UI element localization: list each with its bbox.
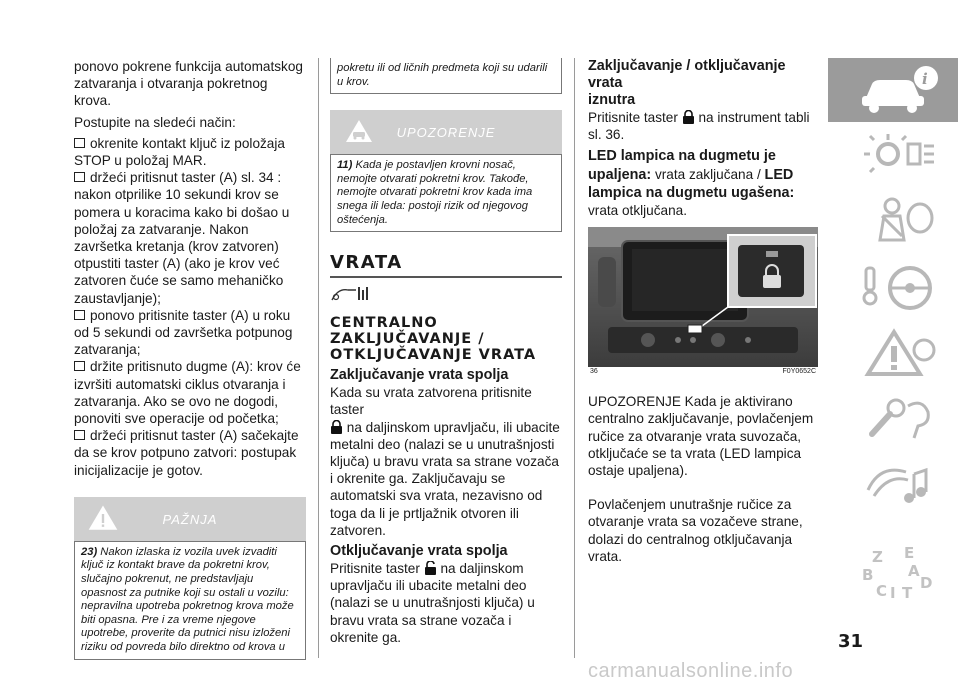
bullet-box-icon bbox=[74, 172, 85, 182]
door-key-icon bbox=[330, 284, 370, 304]
sidebar-tab-emergency[interactable] bbox=[828, 322, 958, 386]
paragraph: UPOZORENJE Kada je aktivirano centralno zaključavanje, povlačenjem ručice za otvaranje vrata suvozača, otključaće se ta vrata (LED lampica ostaje upaljena). bbox=[588, 394, 814, 479]
section-rule bbox=[330, 276, 562, 278]
caution-number: 11) bbox=[337, 159, 353, 172]
sidebar-tab-maintenance[interactable] bbox=[828, 388, 958, 452]
bullet-box-icon bbox=[74, 310, 85, 320]
safety-airbag-icon bbox=[858, 196, 944, 248]
bullet-box-icon bbox=[74, 138, 85, 148]
warning-header bbox=[74, 497, 306, 541]
column-3 bbox=[588, 58, 818, 565]
paragraph-heading: Zaključavanje / otključavanje vrata iznutra bbox=[588, 58, 786, 108]
column-1 bbox=[74, 58, 306, 660]
index-letter: D bbox=[920, 574, 933, 592]
svg-text:i: i bbox=[922, 70, 928, 88]
figure-code: F0Y0652C bbox=[782, 368, 816, 376]
index-letter: I bbox=[890, 584, 896, 602]
bullet-box-icon bbox=[74, 430, 85, 440]
index-letters-icon bbox=[858, 544, 944, 604]
lock-open-icon bbox=[424, 561, 437, 575]
caution-title: UPOZORENJE bbox=[396, 125, 496, 141]
figure-number: 36 bbox=[590, 368, 598, 376]
caution-body bbox=[330, 154, 562, 232]
paragraph-heading: Zaključavanje vrata spolja bbox=[330, 367, 509, 384]
bullet-item: ponovo pritisnite taster (A) u roku od 5 sekundi od završetka potpunog zatvaranja; bbox=[74, 307, 293, 358]
index-letter: C bbox=[876, 582, 888, 600]
paragraph: Kada su vrata zatvorena pritisnite taster na daljinskom upravljaču, ili ubacite metalni deo (nalazi se u unutrašnjosti ključa) u bravu vrata sa strane vozača i okrenite ga. Zaključavaju se automatski sva vrata, nezavisno od toga da li je prtljažnik otvoren ili zatvoren. bbox=[330, 385, 560, 538]
warning-text: Nakon izlaska iz vozila uvek izvaditi ključ iz kontakt brave da pokretni krov, slučajno pokrenut, ne predstavljaju opasnost za putnike koji su ostali u vozilu: nepravilna upotreba pokretnog krova može biti opasna. Pre i za vreme njegove upotrebe, proverite da putnici nisu izloženi riziku od povreda bilo direktno od krova u bbox=[81, 545, 294, 654]
dashboard-photo bbox=[588, 227, 818, 367]
dashboard-lights-icon bbox=[858, 130, 944, 182]
maintenance-icon bbox=[858, 394, 944, 446]
figure-36 bbox=[588, 227, 818, 379]
watermark: carmanualsonline.info bbox=[588, 660, 794, 682]
paragraph: LED lampica na dugmetu je upaljena: vrata zaključana / LED lampica na dugmetu ugašena: vrata otključana. bbox=[588, 148, 795, 219]
lock-closed-icon bbox=[330, 420, 343, 434]
warning-body-continued: pokretu ili od ličnih predmeta koji su udarili u krov. bbox=[330, 58, 562, 94]
sidebar-tab-index[interactable] bbox=[828, 546, 958, 610]
index-letter: T bbox=[902, 584, 913, 602]
index-letter: A bbox=[908, 562, 920, 580]
paragraph: ponovo pokrene funkcija automatskog zatvaranja i otvaranja pokretnog krova. bbox=[74, 59, 303, 109]
starting-driving-icon bbox=[858, 262, 944, 314]
bullet-item: držite pritisnuto dugme (A): krov će izvršiti automatski ciklus otvaranja i zatvaranja. Ako se ovo ne dogodi, ponoviti sve operacije od početka; bbox=[74, 359, 301, 427]
paragraph-heading: Otključavanje vrata spolja bbox=[330, 542, 508, 559]
sidebar-tab-dashboard[interactable] bbox=[828, 124, 958, 188]
warning-triangle-icon bbox=[858, 328, 944, 380]
lock-closed-icon bbox=[682, 110, 695, 124]
column-divider bbox=[318, 58, 319, 658]
subsection-title-line: CENTRALNO bbox=[330, 315, 438, 332]
warning-number: 23) bbox=[81, 545, 98, 558]
sidebar-tab-multimedia[interactable] bbox=[828, 454, 958, 518]
warning-body bbox=[74, 541, 306, 660]
sidebar-tab-safety[interactable] bbox=[828, 190, 958, 254]
index-letter: E bbox=[904, 544, 915, 562]
subsection-title-line: ZAKLJUČAVANJE / bbox=[330, 331, 485, 348]
bullet-item: okrenite kontakt ključ iz položaja STOP u položaj MAR. bbox=[74, 135, 285, 169]
sidebar-tab-car-info[interactable] bbox=[828, 58, 958, 122]
bullet-box-icon bbox=[74, 361, 85, 371]
index-letter: Z bbox=[872, 548, 883, 566]
bullet-item: držeći pritisnut taster (A) sl. 34 : nakon otprilike 10 sekundi krov se pomera u koracima kako bi došao u položaj za zatvaranje. Nakon završetka kretanja (krov zatvoren) otpustiti taster (A) (ako je krov već zatvoren čuće se samo mehaničko zaustavljanje); bbox=[74, 170, 290, 306]
multimedia-icon bbox=[858, 460, 944, 512]
paragraph: Postupite na sledeći način: bbox=[74, 114, 236, 130]
car-info-icon bbox=[858, 64, 944, 116]
paragraph: Pritisnite taster na daljinskom upravljaču ili ubacite metalni deo (nalazi se u unutrašnjosti ključa) u bravu vrata sa strane vozača i okrenite ga. bbox=[330, 560, 535, 645]
paragraph: Povlačenjem unutrašnje ručice za otvaranje vrata sa vozačeve strane, dolazi do centralnog otključavanja vrata. bbox=[588, 497, 803, 564]
section-title: VRATA bbox=[330, 252, 403, 274]
page-number: 31 bbox=[838, 631, 864, 652]
caution-text: Kada je postavljen krovni nosač, nemojte otvarati pokretni krov. Takođe, nemojte otvarati pokretni krov kada ima snega ili leda: postoji rizik od njegovog oštećenja. bbox=[337, 159, 533, 226]
bullet-item: držeći pritisnut taster (A) sačekajte da se krov potpuno zatvori: postupak inicijalizacije je gotov. bbox=[74, 428, 299, 478]
caution-header bbox=[330, 110, 562, 154]
sidebar-tab-driving[interactable] bbox=[828, 256, 958, 320]
paragraph: Pritisnite taster na instrument tabli sl. 36. bbox=[588, 110, 810, 143]
column-divider bbox=[574, 58, 575, 658]
subsection-title-line: OTKLJUČAVANJE VRATA bbox=[330, 347, 537, 364]
column-2 bbox=[330, 58, 562, 646]
index-letter: B bbox=[862, 566, 874, 584]
warning-title: PAŽNJA bbox=[162, 511, 218, 527]
